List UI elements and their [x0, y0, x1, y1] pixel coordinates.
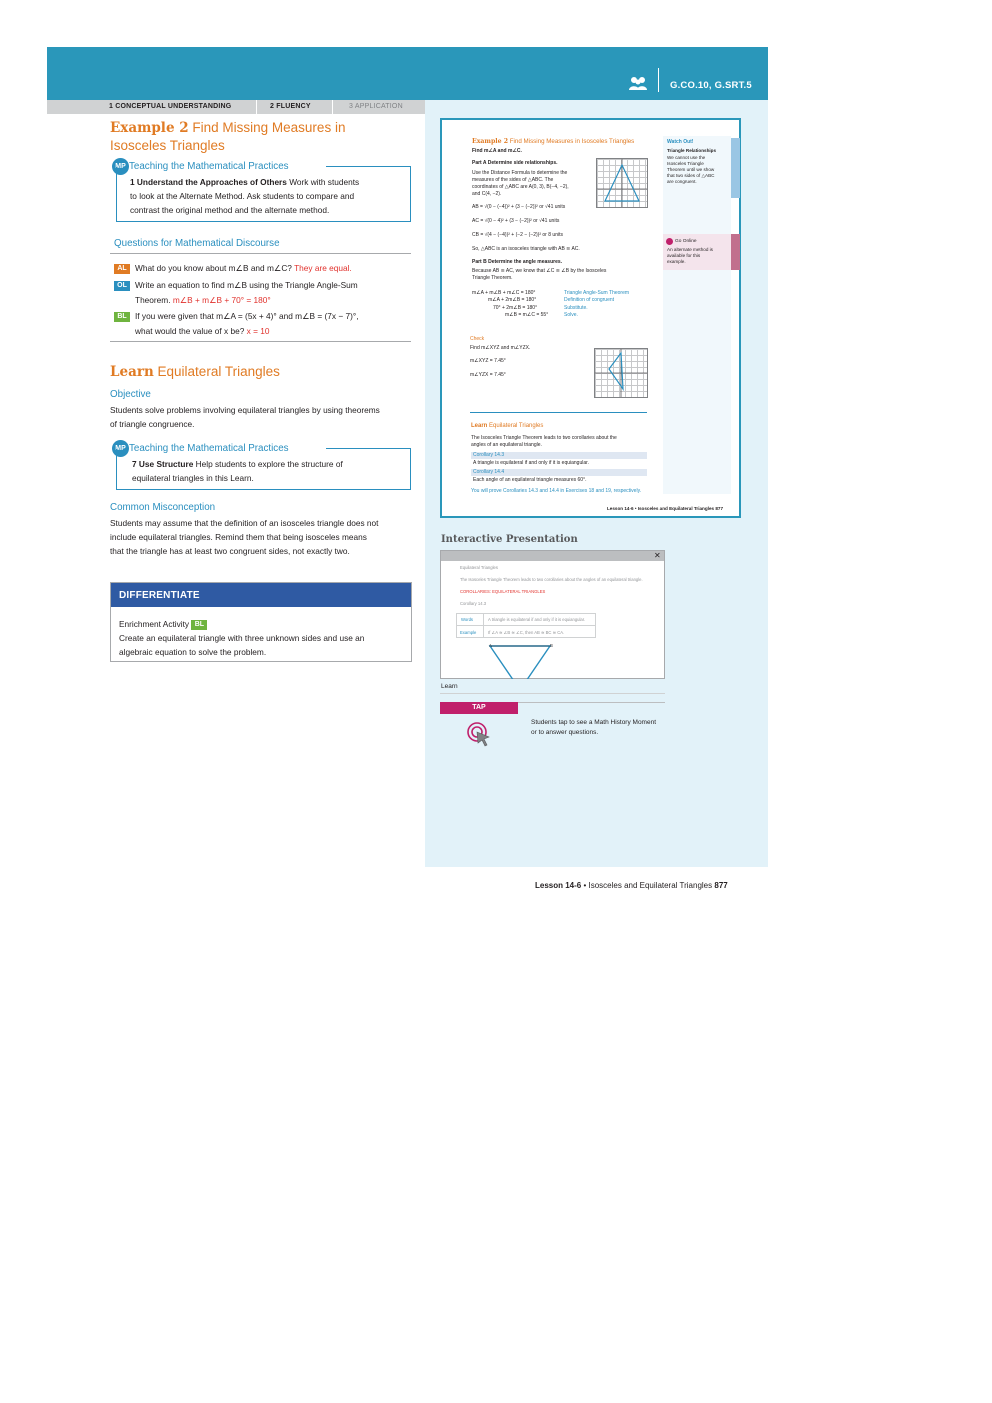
mp-badge-icon: MP	[112, 158, 129, 175]
example-title-line1: Find Missing Measures in	[192, 120, 346, 135]
mp-line1: Help students to explore the structure of	[195, 459, 343, 469]
preview-reason: Substitute.	[564, 305, 588, 311]
misconception-line1: Students may assume that the definition of an isosceles triangle does not	[110, 518, 379, 528]
objective-line2: of triangle congruence.	[110, 419, 195, 429]
mp-text	[130, 175, 405, 217]
preview-watch-text: Isosceles Triangle	[667, 161, 704, 166]
mp-text	[132, 457, 407, 485]
preview-watch-text: Theorem until we show	[667, 167, 715, 172]
preview-text: Triangle Theorem.	[472, 275, 513, 281]
question-ol	[135, 278, 410, 308]
footer-title: • Isosceles and Equilateral Triangles	[583, 881, 713, 890]
tab-fluency[interactable]: 2 FLUENCY	[270, 103, 311, 110]
preview-text: AB = √(0 − (−4))² + (3 − (−2))² or √41 units	[472, 204, 566, 210]
preview-text: CB = √(4 − (−4))² + (−2 − (−2))² or 8 units	[472, 232, 563, 238]
preview-text: m∠XYZ = 7.45°	[470, 358, 506, 364]
preview-sidebar-tab	[731, 234, 740, 270]
preview-watch-sub: Triangle Relationships	[667, 148, 717, 153]
mp-bold: 1 Understand the Approaches of Others	[130, 177, 287, 187]
learn-label: Learn	[110, 364, 154, 380]
questions-heading: Questions for Mathematical Discourse	[114, 238, 280, 249]
preview-sidebar	[663, 136, 731, 494]
question-text-2: what would the value of x be?	[135, 326, 245, 336]
mp-bold: 7 Use Structure	[132, 459, 194, 469]
mp-line3: contrast the original method and the alternate method.	[130, 205, 330, 215]
preview-go-online-text: An alternate method is	[667, 247, 713, 252]
preview-go-online-text: available for this	[667, 253, 701, 258]
preview-text: So, △ABC is an isosceles triangle with AB ≅ AC.	[472, 246, 580, 252]
ip-words-text: A triangle is equilateral if and only if it is equiangular.	[488, 617, 586, 622]
enrichment-label: Enrichment Activity	[119, 619, 190, 629]
tap-cursor-icon	[465, 720, 493, 748]
misconception-heading: Common Misconception	[110, 502, 216, 513]
ip-screen-intro: The Isosceles Triangle Theorem leads to two corollaries about the angles of an equilateral triangle.	[460, 577, 643, 582]
preview-reason: Triangle Angle-Sum Theorem	[564, 290, 630, 296]
preview-go-online-text: example.	[667, 259, 686, 264]
question-answer: They are equal.	[294, 263, 352, 273]
preview-text: Use the Distance Formula to determine the	[472, 170, 568, 176]
differentiate-heading: DIFFERENTIATE	[111, 583, 411, 607]
divider	[110, 253, 411, 254]
tab-separator	[332, 100, 333, 114]
preview-text: m∠B = m∠C = 55°	[505, 312, 549, 318]
preview-text: and C(4, −2).	[472, 191, 502, 197]
question-text: If you were given that m∠A = (5x + 4)° and m∠B = (7x − 7)°,	[135, 311, 359, 321]
question-al	[135, 261, 410, 276]
preview-text: The Isosceles Triangle Theorem leads to two corollaries about the	[471, 435, 617, 441]
preview-sidebar-tab	[731, 138, 740, 198]
preview-text: You will prove Corollaries 14.3 and 14.4 in Exercises 18 and 19, respectively.	[471, 488, 642, 494]
interactive-topbar	[441, 551, 664, 561]
right-panel-top	[425, 100, 768, 114]
preview-text: Part B Determine the angle measures.	[472, 259, 563, 265]
level-badge-bl: BL	[191, 620, 207, 630]
caption-rule	[440, 693, 665, 694]
standards-label: G.CO.10, G.SRT.5	[670, 80, 752, 91]
misconception-text	[110, 516, 415, 558]
mp-line2: to look at the Alternate Method. Ask students to compare and	[130, 191, 355, 201]
ip-screen-corollary: Corollary 14.3	[460, 601, 487, 606]
preview-graph	[594, 348, 648, 398]
preview-divider	[470, 412, 647, 413]
enrichment-activity	[119, 617, 409, 659]
preview-text: m∠YZX = 7.45°	[470, 372, 506, 378]
triangle-abc-icon	[597, 159, 647, 207]
footer-page-number: 877	[714, 881, 728, 890]
page-footer	[535, 881, 728, 890]
preview-reason: Solve.	[564, 312, 578, 318]
preview-text: Part A Determine side relationships.	[472, 160, 558, 166]
tab-conceptual-understanding[interactable]: 1 CONCEPTUAL UNDERSTANDING	[109, 103, 232, 110]
preview-example-title-text: Find Missing Measures in Isosceles Triangles	[509, 138, 635, 145]
preview-text: AC = √(0 − 4)² + (3 − (−2))² or √41 units	[472, 218, 560, 224]
tab-separator	[256, 100, 257, 114]
ip-vertex-a: A	[489, 643, 492, 648]
mp-line1: Work with students	[289, 177, 360, 187]
example-heading	[110, 119, 410, 154]
preview-text: Because AB ≅ AC, we know that ∠C ≅ ∠B by the Isosceles	[472, 268, 607, 274]
level-badge-al: AL	[114, 264, 130, 274]
ip-screen-title: Equilateral Triangles	[460, 565, 498, 570]
ip-table-col-divider	[483, 613, 484, 638]
tap-label: TAP	[440, 702, 518, 714]
preview-example-title	[472, 138, 634, 145]
go-online-icon	[666, 238, 673, 245]
header-divider	[658, 68, 659, 92]
preview-check-heading: Check	[470, 336, 485, 342]
preview-text: m∠A + m∠B + m∠C = 180°	[472, 290, 536, 296]
preview-watch-text: that two sides of △ABC	[667, 173, 715, 178]
ip-words-label: Words	[461, 617, 474, 622]
preview-corollary-text: Each angle of an equilateral triangle measures 60°.	[473, 477, 587, 483]
preview-text: measures of the sides of △ABC. The	[472, 177, 554, 183]
preview-text: 70° + 2m∠B = 180°	[493, 305, 538, 311]
question-answer: m∠B + m∠B + 70° = 180°	[172, 295, 271, 305]
preview-learn-label: Learn	[471, 423, 488, 429]
preview-learn-heading	[471, 423, 543, 430]
header-band	[47, 47, 768, 100]
preview-watch-text: We cannot use the	[667, 155, 706, 160]
misconception-line2: include equilateral triangles. Remind them that being isosceles means	[110, 532, 367, 542]
close-icon[interactable]: ✕	[654, 551, 661, 560]
preview-learn-title: Equilateral Triangles	[489, 423, 544, 429]
preview-text: coordinates of △ABC are A(0, 3), B(−4, −2),	[472, 184, 569, 190]
level-badge-ol: OL	[114, 281, 130, 291]
objective-heading: Objective	[110, 389, 151, 400]
preview-text: angles of an equilateral triangle.	[471, 442, 542, 448]
tap-text: Students tap to see a Math History Moment or to answer questions.	[531, 719, 657, 736]
level-badge-bl: BL	[114, 312, 130, 322]
preview-text: m∠A + 2m∠B = 180°	[488, 297, 537, 303]
tab-application[interactable]: 3 APPLICATION	[349, 103, 403, 110]
preview-reason: Definition of congruent	[564, 297, 615, 303]
mp-badge-icon: MP	[112, 440, 129, 457]
preview-footer: Lesson 14-6 • Isosceles and Equilateral Triangles 877	[607, 506, 723, 511]
question-answer: x = 10	[246, 326, 270, 336]
preview-corollary-label: Corollary 14.4	[473, 469, 505, 475]
ip-example-text: If ∠A ≅ ∠B ≅ ∠C, then AB ≅ BC ≅ CA.	[488, 630, 565, 635]
question-text: What do you know about m∠B and m∠C?	[135, 263, 292, 273]
mp-line2: equilateral triangles in this Learn.	[132, 473, 254, 483]
preview-corollary-text: A triangle is equilateral if and only if it is equiangular.	[473, 460, 589, 466]
preview-example-label: Example 2	[472, 138, 509, 145]
footer-lesson: Lesson 14-6	[535, 881, 582, 890]
ip-screen-tab[interactable]: COROLLARIES: EQUILATERAL TRIANGLES	[460, 589, 546, 594]
preview-watch-text: are congruent.	[667, 179, 697, 184]
enrichment-line1: Create an equilateral triangle with three unknown sides and use an	[119, 633, 365, 643]
interactive-presentation-title: Interactive Presentation	[441, 534, 578, 545]
preview-text: Find m∠XYZ and m∠YZX.	[470, 345, 531, 351]
enrichment-line2: algebraic equation to solve the problem.	[119, 647, 267, 657]
people-group-icon	[628, 76, 648, 92]
learn-heading	[110, 364, 280, 380]
triangle-xyz-icon	[595, 349, 647, 397]
example-title-line2: Isosceles Triangles	[110, 138, 225, 153]
question-bl	[135, 309, 410, 339]
question-text-2: Theorem.	[135, 295, 171, 305]
objective-text	[110, 403, 415, 431]
objective-line1: Students solve problems involving equilateral triangles by using theorems	[110, 405, 380, 415]
example-label: Example 2	[110, 120, 189, 136]
question-text: Write an equation to find m∠B using the Triangle Angle-Sum	[135, 280, 358, 290]
preview-go-online-heading: Go Online	[675, 239, 697, 244]
misconception-line3: that the triangle has at least two congruent sides, not exactly two.	[110, 546, 350, 556]
divider	[110, 341, 411, 342]
ip-table-row-divider	[456, 625, 596, 626]
learn-title: Equilateral Triangles	[157, 364, 280, 379]
preview-graph	[596, 158, 648, 208]
mp-title: Teaching the Mathematical Practices	[129, 443, 289, 454]
ip-vertex-b: B	[550, 643, 553, 648]
interactive-caption: Learn	[441, 683, 458, 690]
preview-text: Find m∠A and m∠C.	[472, 148, 522, 154]
mp-title: Teaching the Mathematical Practices	[129, 161, 289, 172]
ip-example-label: Example	[460, 630, 477, 635]
preview-corollary-label: Corollary 14.3	[473, 452, 505, 458]
preview-watch-heading: Watch Out!	[667, 139, 694, 145]
equilateral-triangle-icon	[480, 640, 560, 679]
